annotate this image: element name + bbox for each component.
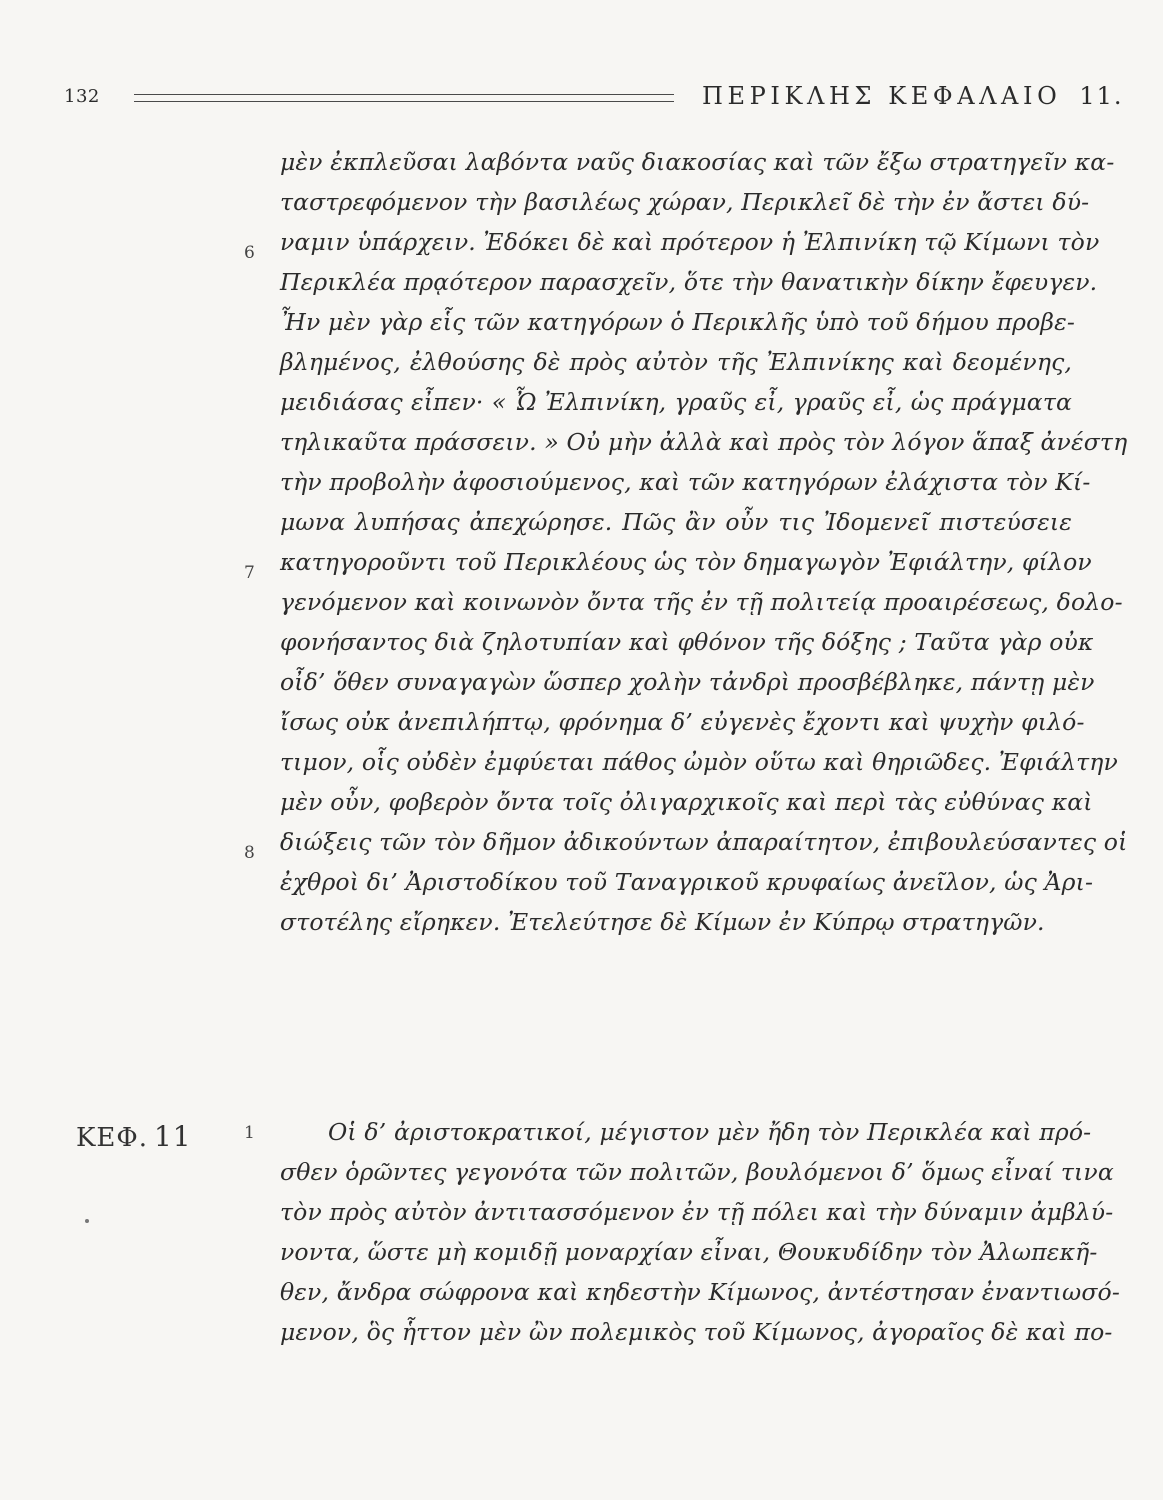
text-line: μενον, ὃς ἧττον μὲν ὢν πολεμικὸς τοῦ Κίμωνος, ἀγοραῖος δὲ καὶ πο- <box>280 1318 1113 1346</box>
text-line: σθεν ὁρῶντες γεγονότα τῶν πολιτῶν, βουλόμενοι δ’ ὅμως εἶναί τινα <box>280 1158 1114 1186</box>
text-line: Οἱ δ’ ἀριστοκρατικοί, μέγιστον μὲν ἤδη τὸν Περικλέα καὶ πρό- <box>328 1118 1092 1146</box>
running-title-text: ΠΕΡΙΚΛΗΣ ΚΕΦΑΛΑΙΟ <box>702 82 1062 110</box>
running-header <box>64 82 1124 114</box>
text-line: ταστρεφόμενον τὴν βασιλέως χώραν, Περικλεῖ δὲ τὴν ἐν ἄστει δύ- <box>280 188 1090 216</box>
text-line: μὲν οὖν, φοβερὸν ὄντα τοῖς ὀλιγαρχικοῖς καὶ περὶ τὰς εὐθύνας καὶ <box>280 788 1093 816</box>
text-line: τὸν πρὸς αὐτὸν ἀντιτασσόμενον ἐν τῇ πόλει καὶ τὴν δύναμιν ἀμβλύ- <box>280 1198 1114 1226</box>
chapter-label: ΚΕΦ. <box>76 1123 148 1153</box>
margin-dot <box>85 1219 89 1223</box>
text-line: φονήσαντος διὰ ζηλοτυπίαν καὶ φθόνον τῆς δόξης ; Ταῦτα γὰρ οὐκ <box>280 628 1094 656</box>
text-line: τὴν προβολὴν ἀφοσιούμενος, καὶ τῶν κατηγόρων ἐλάχιστα τὸν Κί- <box>280 468 1091 496</box>
running-chapter-number: 11. <box>1079 82 1124 110</box>
text-line: τιμον, οἷς οὐδὲν ἐμφύεται πάθος ὠμὸν οὕτω καὶ θηριῶδες. Ἐφιάλτην <box>280 748 1118 776</box>
text-line: γενόμενον καὶ κοινωνὸν ὄντα τῆς ἐν τῇ πολιτείᾳ προαιρέσεως, δολο- <box>280 588 1123 616</box>
chapter-number: 11 <box>153 1120 192 1153</box>
running-title <box>702 82 1124 110</box>
header-rule <box>134 94 674 102</box>
text-line: ἐχθροὶ δι’ Ἀριστοδίκου τοῦ Ταναγρικοῦ κρυφαίως ἀνεῖλον, ὡς Ἀρι- <box>280 868 1094 896</box>
text-line: θεν, ἄνδρα σώφρονα καὶ κηδεστὴν Κίμωνος, ἀντέστησαν ἐναντιωσό- <box>280 1278 1120 1306</box>
chapter-heading <box>76 1120 192 1153</box>
text-line: μειδιάσας εἶπεν· « Ὦ Ἐλπινίκη, γραῦς εἶ, γραῦς εἶ, ὡς πράγματα <box>280 388 1072 416</box>
text-line: μωνα λυπήσας ἀπεχώρησε. Πῶς ἂν οὖν τις Ἰδομενεῖ πιστεύσειε <box>280 508 1072 536</box>
text-line: νοντα, ὥστε μὴ κομιδῇ μοναρχίαν εἶναι, Θουκυδίδην τὸν Ἀλωπεκῆ- <box>280 1238 1098 1266</box>
margin-line-number: 1 <box>244 1123 255 1143</box>
margin-line-number: 7 <box>244 563 255 583</box>
text-line: βλημένος, ἐλθούσης δὲ πρὸς αὐτὸν τῆς Ἐλπινίκης καὶ δεομένης, <box>280 348 1072 376</box>
text-line: οἶδ’ ὅθεν συναγαγὼν ὥσπερ χολὴν τἀνδρὶ προσβέβληκε, πάντῃ μὲν <box>280 668 1095 696</box>
margin-line-number: 8 <box>244 843 255 863</box>
text-line: Περικλέα πρᾳότερον παρασχεῖν, ὅτε τὴν θανατικὴν δίκην ἔφευγεν. <box>280 268 1098 296</box>
text-line: Ἦν μὲν γὰρ εἷς τῶν κατηγόρων ὁ Περικλῆς ὑπὸ τοῦ δήμου προβε- <box>280 308 1076 336</box>
text-line: κατηγοροῦντι τοῦ Περικλέους ὡς τὸν δημαγωγὸν Ἐφιάλτην, φίλον <box>280 548 1092 576</box>
text-line: στοτέλης εἴρηκεν. Ἐτελεύτησε δὲ Κίμων ἐν Κύπρῳ στρατηγῶν. <box>280 908 1045 936</box>
text-line: ναμιν ὑπάρχειν. Ἐδόκει δὲ καὶ πρότερον ἡ Ἐλπινίκη τῷ Κίμωνι τὸν <box>280 228 1100 256</box>
text-line: ἴσως οὐκ ἀνεπιλήπτῳ, φρόνημα δ’ εὐγενὲς ἔχοντι καὶ ψυχὴν φιλό- <box>280 708 1085 736</box>
text-line: μὲν ἐκπλεῦσαι λαβόντα ναῦς διακοσίας καὶ τῶν ἔξω στρατηγεῖν κα- <box>280 148 1115 176</box>
text-line: διώξεις τῶν τὸν δῆμον ἀδικούντων ἀπαραίτητον, ἐπιβουλεύσαντες οἱ <box>280 828 1128 856</box>
page-number: 132 <box>64 86 100 107</box>
text-line: τηλικαῦτα πράσσειν. » Οὐ μὴν ἀλλὰ καὶ πρὸς τὸν λόγον ἅπαξ ἀνέστη <box>280 428 1128 456</box>
margin-line-number: 6 <box>244 243 255 263</box>
